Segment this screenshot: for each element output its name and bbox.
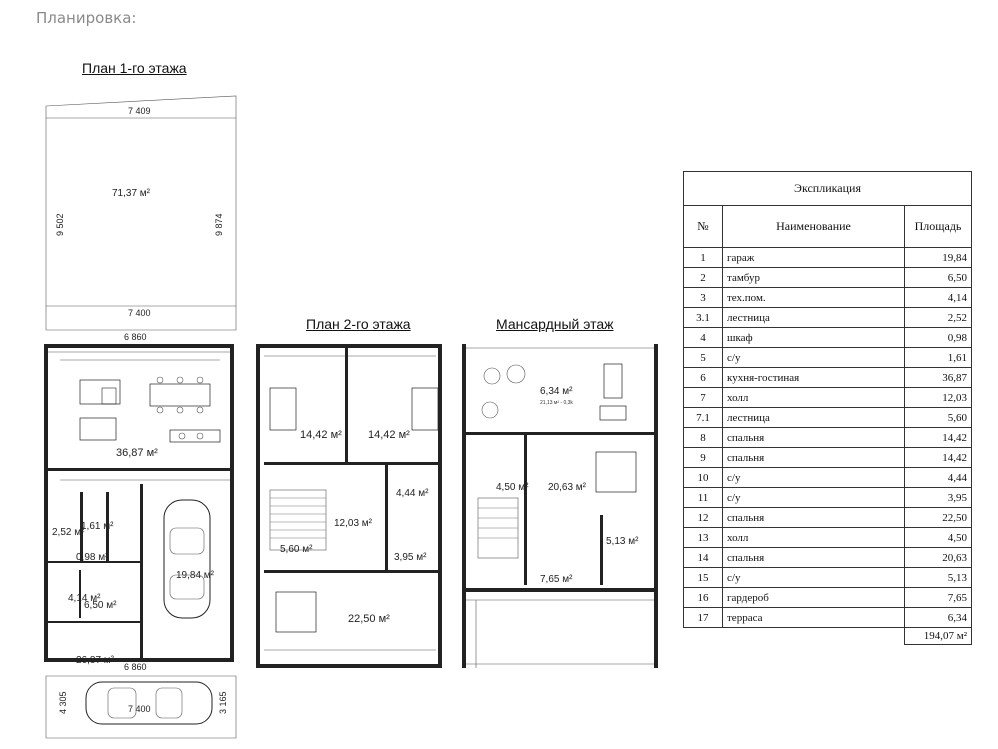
plot-area: 71,37 м² [112,188,151,199]
row-name: холл [723,388,905,408]
row-area: 2,52 [905,308,972,328]
dim-right-height: 9 874 [214,213,224,236]
row-area: 6,50 [905,268,972,288]
attic-wc-area: 5,13 м² [606,536,639,547]
row-area: 4,50 [905,528,972,548]
dim-parking-width: 7 400 [128,704,151,714]
f2-bed-big-area: 22,50 м² [348,613,390,625]
attic-plan [462,344,658,668]
row-name: спальня [723,448,905,468]
row-no: 3.1 [684,308,723,328]
explication-row [684,548,972,568]
attic-bedroom-area: 20,63 м² [548,482,587,493]
explication-row [684,428,972,448]
explication-row [684,308,972,328]
explication-row [684,588,972,608]
explication-row [684,288,972,308]
explication-row [684,268,972,288]
row-no: 7.1 [684,408,723,428]
explication-row [684,528,972,548]
dim-house-width-bottom: 6 860 [124,662,147,672]
f2-hall-area: 12,03 м² [334,518,373,529]
row-area: 20,63 [905,548,972,568]
f2-stair-icon [270,490,326,550]
row-area: 4,44 [905,468,972,488]
header-name: Наименование [723,206,905,248]
row-no: 15 [684,568,723,588]
row-no: 4 [684,328,723,348]
explication-row [684,368,972,388]
row-area: 14,42 [905,428,972,448]
floor2-title: План 2-го этажа [306,316,411,332]
explication-row [684,248,972,268]
page-heading: Планировка: [36,9,137,27]
row-name: гардероб [723,588,905,608]
dim-parking-left: 4 305 [58,691,68,714]
explication-row [684,608,972,628]
plot-outline [46,96,236,330]
attic-hall-area: 4,50 м² [496,482,529,493]
row-area: 14,42 [905,448,972,468]
floor2-plan [256,344,442,668]
row-no: 9 [684,448,723,468]
kitchen-area: 36,87 м² [116,447,158,459]
explication-row [684,568,972,588]
f2-bed-left-area: 14,42 м² [300,429,342,441]
row-area: 4,14 [905,288,972,308]
row-no: 12 [684,508,723,528]
row-no: 17 [684,608,723,628]
row-area: 5,13 [905,568,972,588]
row-no: 10 [684,468,723,488]
header-no: № [684,206,723,248]
floor1-plan [44,96,236,738]
attic-wardrobe-area: 7,65 м² [540,574,573,585]
explication-row [684,508,972,528]
stair1-area: 2,52 м² [52,527,85,538]
row-area: 0,98 [905,328,972,348]
row-name: спальня [723,508,905,528]
row-area: 3,95 [905,488,972,508]
row-name: тамбур [723,268,905,288]
row-no: 7 [684,388,723,408]
explication-caption: Экспликация [684,172,972,206]
explication-row [684,348,972,368]
row-name: тех.пом. [723,288,905,308]
row-no: 11 [684,488,723,508]
row-name: с/у [723,468,905,488]
explication-row [684,488,972,508]
explication-table [683,171,972,645]
vestibule-area: 6,50 м² [84,600,117,611]
row-name: с/у [723,568,905,588]
row-no: 16 [684,588,723,608]
dim-house-width-top: 6 860 [124,332,147,342]
row-no: 1 [684,248,723,268]
attic-title: Мансардный этаж [496,316,614,332]
parking-area: 26,87 м² [76,655,115,666]
explication-row [684,408,972,428]
row-area: 5,60 [905,408,972,428]
row-area: 7,65 [905,588,972,608]
explication-total: 194,07 м² [905,628,972,645]
attic-terrace-area: 6,34 м² [540,386,573,397]
attic-terrace-note: 21,13 м² - 0,3k [540,400,573,406]
row-area: 36,87 [905,368,972,388]
closet-area: 0,98 м² [76,552,109,563]
row-no: 2 [684,268,723,288]
row-name: шкаф [723,328,905,348]
row-area: 1,61 [905,348,972,368]
dim-parking-right: 3 165 [218,691,228,714]
tech-area: 4,14 м² [68,593,101,604]
f2-wc-bottom-area: 3,95 м² [394,552,427,563]
wc-area: 1,61 м² [81,521,114,532]
row-name: спальня [723,548,905,568]
row-no: 6 [684,368,723,388]
row-name: холл [723,528,905,548]
explication-row [684,388,972,408]
row-area: 22,50 [905,508,972,528]
row-no: 5 [684,348,723,368]
row-name: лестница [723,408,905,428]
explication-row [684,328,972,348]
f2-bed-right-area: 14,42 м² [368,429,410,441]
row-name: кухня-гостиная [723,368,905,388]
floor1-title: План 1-го этажа [82,60,187,76]
header-area: Площадь [905,206,972,248]
explication-row [684,468,972,488]
f2-wc-top-area: 4,44 м² [396,488,429,499]
row-area: 6,34 [905,608,972,628]
row-no: 13 [684,528,723,548]
row-name: с/у [723,488,905,508]
row-area: 19,84 [905,248,972,268]
row-name: лестница [723,308,905,328]
dim-left-height: 9 502 [55,213,65,236]
row-name: терраса [723,608,905,628]
row-area: 12,03 [905,388,972,408]
row-no: 3 [684,288,723,308]
row-name: с/у [723,348,905,368]
row-no: 14 [684,548,723,568]
row-name: спальня [723,428,905,448]
explication-row [684,448,972,468]
dim-plot-bottom: 7 400 [128,308,151,318]
row-no: 8 [684,428,723,448]
f2-stair-area: 5,60 м² [280,544,313,555]
dim-top-width: 7 409 [128,106,151,116]
car-parking-icon [86,682,212,724]
garage-area: 19,84 м² [176,570,215,581]
attic-stair-icon [478,498,518,558]
row-name: гараж [723,248,905,268]
car-garage-icon [164,500,210,618]
